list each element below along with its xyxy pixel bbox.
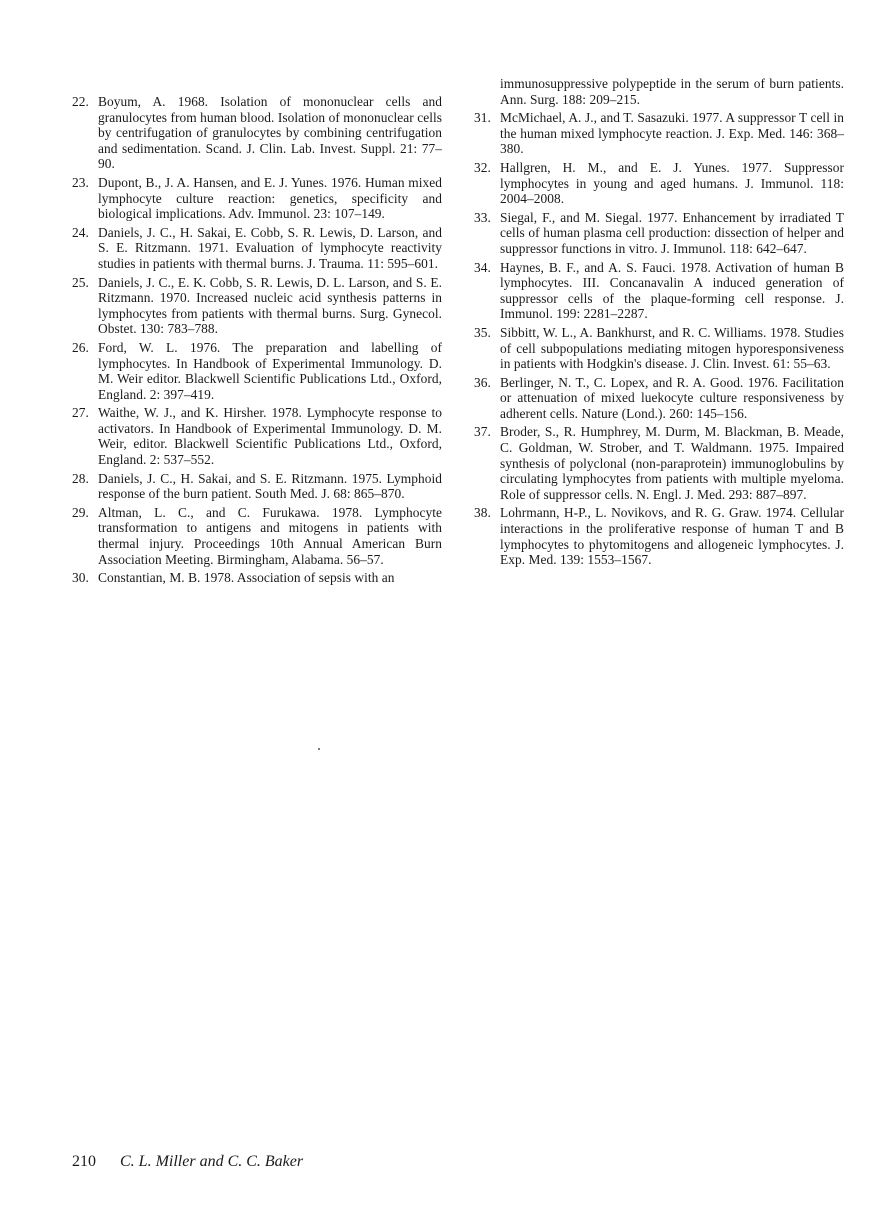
reference-number: 30. xyxy=(72,570,89,586)
reference-number: 36. xyxy=(474,374,491,390)
stray-dot xyxy=(318,748,320,750)
reference-item xyxy=(474,325,844,372)
reference-number: 33. xyxy=(474,209,491,225)
reference-number: 29. xyxy=(72,504,89,520)
reference-number: 23. xyxy=(72,174,89,190)
running-authors: C. L. Miller and C. C. Baker xyxy=(120,1153,304,1170)
reference-item xyxy=(474,160,844,207)
page-number: 210 xyxy=(72,1153,96,1170)
reference-text: Haynes, B. F., and A. S. Fauci. 1978. Activation of human B lymphocytes. III. Concanavalin A induced generation of suppressor cells of the plaque-forming cell response. J. Immunol. 199: 2281–2287. xyxy=(500,259,844,322)
reference-text: Daniels, J. C., H. Sakai, E. Cobb, S. R. Lewis, D. Larson, and S. E. Ritzmann. 1971. Evaluation of lymphocyte reactivity studies in patients with thermal burns. J. Trauma. 11: 595–601. xyxy=(98,224,442,271)
reference-item xyxy=(72,405,442,467)
reference-item xyxy=(72,471,442,502)
reference-continuation xyxy=(474,76,844,107)
reference-number: 34. xyxy=(474,259,491,275)
page-footer xyxy=(72,1153,303,1171)
reference-item xyxy=(72,340,442,402)
reference-item xyxy=(72,275,442,337)
reference-item xyxy=(72,570,442,586)
reference-number: 38. xyxy=(474,505,491,521)
reference-number: 28. xyxy=(72,470,89,486)
reference-item xyxy=(474,424,844,502)
reference-text: immunosuppressive polypeptide in the serum of burn patients. Ann. Surg. 188: 209–215. xyxy=(500,76,844,107)
reference-text: Berlinger, N. T., C. Lopex, and R. A. Good. 1976. Facilitation or attenuation of mixed luekocyte culture responsiveness by adherent cells. Nature (Lond.). 260: 145–156. xyxy=(500,374,844,421)
reference-item xyxy=(72,225,442,272)
reference-text: Boyum, A. 1968. Isolation of mononuclear cells and granulocytes from human blood. Isolation of mononuclear cells by centrifugation of granulocytes by combining centrifugation and sedimentation. Scand. J. Clin. Lab. Invest. Suppl. 21: 77–90. xyxy=(98,94,442,172)
reference-text: Waithe, W. J., and K. Hirsher. 1978. Lymphocyte response to activators. In Handbook of Experimental Immunology. D. M. Weir, editor. Blackwell Scientific Publications Ltd., Oxford, England. 2: 537–552. xyxy=(98,405,442,468)
reference-number: 24. xyxy=(72,224,89,240)
reference-number: 22. xyxy=(72,94,89,109)
reference-text: Constantian, M. B. 1978. Association of sepsis with an xyxy=(98,570,395,586)
reference-text: Ford, W. L. 1976. The preparation and labelling of lymphocytes. In Handbook of Experimental Immunology. D. M. Weir editor. Blackwell Scientific Publications Ltd., Oxford, England. 2: 397–419. xyxy=(98,339,442,402)
reference-item xyxy=(72,175,442,222)
reference-number: 27. xyxy=(72,405,89,421)
reference-text: Hallgren, H. M., and E. J. Yunes. 1977. Suppressor lymphocytes in young and aged humans. J. Immunol. 118: 2004–2008. xyxy=(500,159,844,207)
reference-list-right xyxy=(474,76,844,571)
reference-number: 31. xyxy=(474,110,491,126)
reference-item xyxy=(474,375,844,422)
reference-number: 35. xyxy=(474,324,491,340)
reference-text: Daniels, J. C., H. Sakai, and S. E. Ritzmann. 1975. Lymphoid response of the burn patient. South Med. J. 68: 865–870. xyxy=(98,470,442,502)
reference-text: Broder, S., R. Humphrey, M. Durm, M. Blackman, B. Meade, C. Goldman, W. Strober, and T. Waldmann. 1975. Impaired synthesis of polyclonal (non-paraprotein) immunoglobulins by circulating lymphocytes from patients with multiple myeloma. Role of suppressor cells. N. Engl. J. Med. 293: 887–897. xyxy=(500,424,844,502)
reference-number: 25. xyxy=(72,274,89,290)
reference-number: 32. xyxy=(474,159,491,175)
reference-text: Lohrmann, H-P., L. Novikovs, and R. G. Graw. 1974. Cellular interactions in the proliferative response of human T and B lymphocytes to phytomitogens and allogeneic lymphocytes. J. Exp. Med. 139: 1553–1567. xyxy=(500,505,844,568)
reference-item xyxy=(474,260,844,322)
reference-text: Sibbitt, W. L., A. Bankhurst, and R. C. Williams. 1978. Studies of cell subpopulations mediating mitogen hyporesponsiveness in patients with Hodgkin's disease. J. Clin. Invest. 61: 55–63. xyxy=(500,324,844,372)
reference-text: Siegal, F., and M. Siegal. 1977. Enhancement by irradiated T cells of human plasma cell production: dissection of helper and suppressor functions in vitro. J. Immunol. 118: 642–647. xyxy=(500,209,844,256)
reference-text: Dupont, B., J. A. Hansen, and E. J. Yunes. 1976. Human mixed lymphocyte culture reaction: genetics, specificity and biological implications. Adv. Immunol. 23: 107–149. xyxy=(98,174,442,222)
reference-item xyxy=(72,94,442,172)
reference-list-left xyxy=(72,94,442,589)
reference-item xyxy=(474,505,844,567)
reference-text: McMichael, A. J., and T. Sasazuki. 1977. A suppressor T cell in the human mixed lymphocyte reaction. J. Exp. Med. 146: 368–380. xyxy=(500,110,844,157)
reference-item xyxy=(474,210,844,257)
reference-item xyxy=(474,110,844,157)
reference-text: Altman, L. C., and C. Furukawa. 1978. Lymphocyte transformation to antigens and mitogens in patients with thermal injury. Proceedings 10th Annual American Burn Association Meeting. Birmingham, Alabama. 56–57. xyxy=(98,504,442,567)
reference-number: 26. xyxy=(72,339,89,355)
reference-item xyxy=(72,505,442,567)
reference-text: Daniels, J. C., E. K. Cobb, S. R. Lewis, D. L. Larson, and S. E. Ritzmann. 1970. Increased nucleic acid synthesis patterns in lymphocytes from patients with thermal burns. Surg. Gynecol. Obstet. 130: 783–788. xyxy=(98,274,442,337)
reference-number: 37. xyxy=(474,424,491,440)
